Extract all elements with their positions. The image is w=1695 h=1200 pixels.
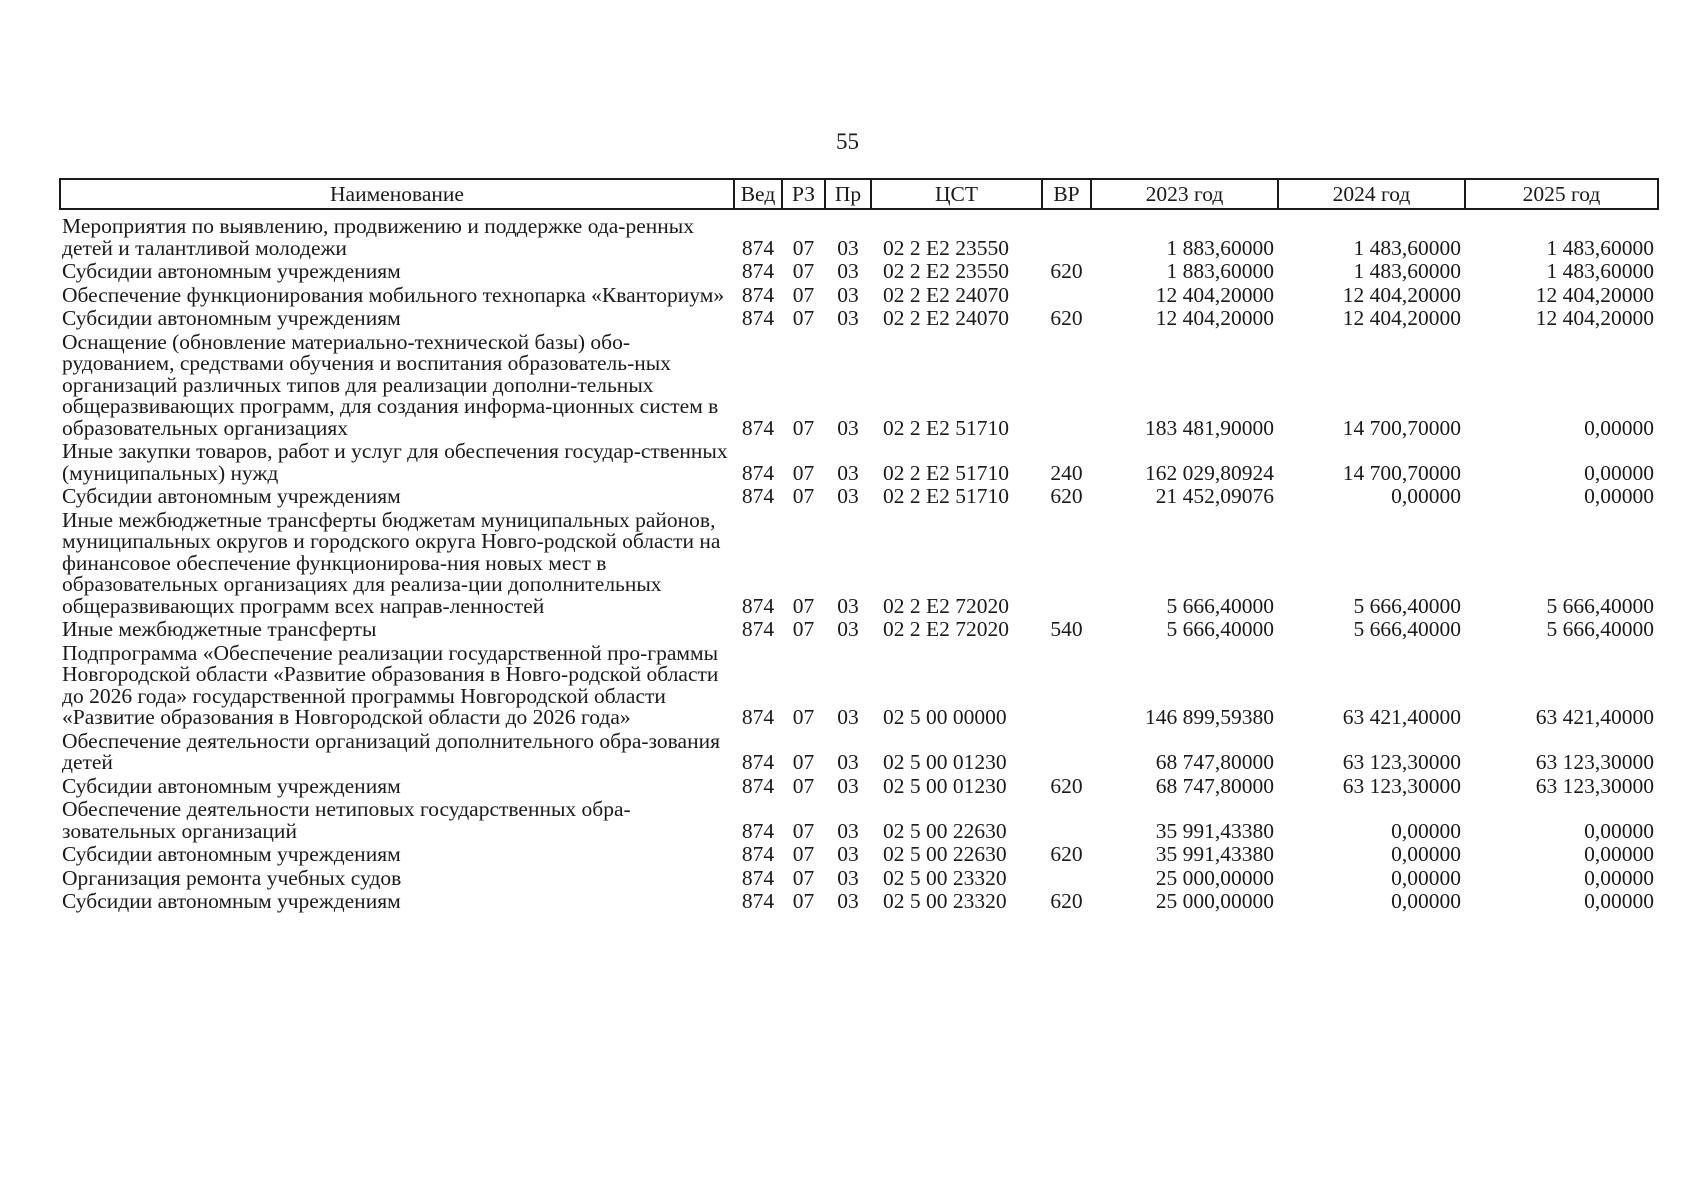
row-rz: 07 (792, 705, 815, 729)
row-name: Оснащение (обновление материально-технической базы) обо-рудованием, средствами обучения и воспитания образователь-ных организаций различных типов для реализации дополни-тельных общеразвивающих программ, для создания информа-ционных систем в образовательных организациях (62, 329, 719, 440)
row-name: Подпрограмма «Обеспечение реализации государственной про-граммы Новгородской области «Развитие образования в Новго-родской области до 2026 года» государственной программы Новгородской области «Развитие образования в Новгородской области до 2026 года» (62, 640, 719, 729)
column-header-2024: 2024 год (1278, 179, 1465, 209)
row-rz: 07 (792, 750, 815, 774)
row-pr: 03 (837, 617, 859, 641)
row-amount-2023: 68 747,80000 (1155, 750, 1274, 774)
row-cst: 02 2 E2 23550 (883, 235, 1010, 260)
row-amount-2024: 63 123,30000 (1342, 750, 1461, 774)
row-name: Организация ремонта учебных судов (62, 865, 402, 890)
row-amount-2024: 0,00000 (1391, 889, 1461, 913)
table-row (60, 209, 1658, 259)
row-pr: 03 (837, 235, 859, 260)
row-pr: 03 (837, 259, 859, 283)
row-vr (1042, 330, 1091, 440)
row-vr (1042, 209, 1091, 259)
row-amount-2025: 5 666,40000 (1546, 593, 1654, 618)
table-row (60, 330, 1658, 440)
row-rz: 07 (792, 460, 815, 485)
row-amount-2024: 0,00000 (1391, 818, 1461, 843)
row-cst: 02 5 00 23320 (883, 865, 1007, 890)
row-amount-2025: 63 123,30000 (1535, 773, 1654, 798)
row-cst: 02 2 E2 24070 (883, 282, 1010, 307)
row-ved: 874 (741, 593, 775, 618)
row-amount-2023: 12 404,20000 (1155, 306, 1274, 330)
row-pr: 03 (837, 889, 859, 913)
row-pr: 03 (837, 865, 859, 890)
row-rz: 07 (792, 259, 815, 283)
row-cst: 02 2 E2 23550 (883, 259, 1010, 283)
row-amount-2023: 25 000,00000 (1155, 865, 1274, 890)
row-ved: 874 (741, 889, 775, 913)
row-amount-2025: 0,00000 (1584, 484, 1654, 508)
row-ved: 874 (741, 306, 775, 330)
row-cst: 02 5 00 01230 (883, 773, 1007, 798)
row-name: Субсидии автономным учреждениям (62, 773, 401, 798)
table-row (60, 508, 1658, 618)
column-header-ved: Вед (734, 179, 782, 209)
row-vr (1042, 641, 1091, 729)
row-vr: 620 (1050, 484, 1083, 508)
table-row (60, 889, 1658, 913)
row-name: Субсидии автономным учреждениям (62, 306, 401, 330)
row-cst: 02 5 00 22630 (883, 818, 1007, 843)
table-row (60, 866, 1658, 890)
row-amount-2023: 35 991,43380 (1155, 842, 1274, 866)
row-pr: 03 (837, 282, 859, 307)
row-amount-2025: 12 404,20000 (1535, 306, 1654, 330)
row-ved: 874 (741, 282, 775, 307)
row-amount-2023: 12 404,20000 (1155, 282, 1274, 307)
row-amount-2025: 0,00000 (1584, 415, 1654, 440)
row-name: Мероприятия по выявлению, продвижению и поддержке ода-ренных детей и талантливой молодежи (62, 214, 694, 260)
row-pr: 03 (837, 705, 859, 729)
row-cst: 02 2 E2 51710 (883, 460, 1010, 485)
row-amount-2023: 68 747,80000 (1155, 773, 1274, 798)
row-name: Субсидии автономным учреждениям (62, 889, 401, 913)
row-amount-2024: 63 421,40000 (1342, 705, 1461, 729)
column-header-pr: Пр (825, 179, 871, 209)
column-header-2025: 2025 год (1465, 179, 1658, 209)
row-rz: 07 (792, 773, 815, 798)
row-cst: 02 2 E2 51710 (883, 415, 1010, 440)
row-cst: 02 5 00 22630 (883, 842, 1007, 866)
table-header-row (60, 179, 1658, 209)
row-cst: 02 2 E2 51710 (883, 484, 1010, 508)
row-amount-2023: 146 899,59380 (1145, 705, 1274, 729)
row-rz: 07 (792, 617, 815, 641)
row-amount-2023: 5 666,40000 (1166, 617, 1274, 641)
row-ved: 874 (741, 818, 775, 843)
row-vr: 620 (1050, 773, 1083, 798)
row-amount-2025: 63 421,40000 (1535, 705, 1654, 729)
page-number: 55 (836, 129, 859, 154)
row-name: Субсидии автономным учреждениям (62, 259, 401, 283)
row-ved: 874 (741, 750, 775, 774)
row-amount-2025: 12 404,20000 (1535, 282, 1654, 307)
budget-table (59, 178, 1659, 913)
row-amount-2025: 0,00000 (1584, 818, 1654, 843)
row-amount-2024: 5 666,40000 (1353, 593, 1461, 618)
row-rz: 07 (792, 865, 815, 890)
row-ved: 874 (741, 773, 775, 798)
row-ved: 874 (741, 705, 775, 729)
row-name: Субсидии автономным учреждениям (62, 484, 401, 508)
table-row (60, 259, 1658, 283)
row-amount-2025: 63 123,30000 (1535, 750, 1654, 774)
row-amount-2024: 14 700,70000 (1342, 460, 1461, 485)
row-cst: 02 2 E2 72020 (883, 617, 1010, 641)
row-amount-2025: 0,00000 (1584, 460, 1654, 485)
row-amount-2024: 63 123,30000 (1342, 773, 1461, 798)
row-pr: 03 (837, 750, 859, 774)
row-amount-2023: 183 481,90000 (1145, 415, 1274, 440)
row-amount-2025: 0,00000 (1584, 865, 1654, 890)
row-rz: 07 (792, 842, 815, 866)
row-vr: 620 (1050, 889, 1083, 913)
row-ved: 874 (741, 259, 775, 283)
row-pr: 03 (837, 415, 859, 440)
row-rz: 07 (792, 818, 815, 843)
table-row (60, 842, 1658, 866)
row-name: Иные закупки товаров, работ и услуг для обеспечения государ-ственных (муниципальных) нужд (62, 439, 728, 485)
row-name: Иные межбюджетные трансферты (62, 617, 377, 641)
row-amount-2024: 14 700,70000 (1342, 415, 1461, 440)
row-vr (1042, 283, 1091, 307)
row-vr: 240 (1050, 460, 1083, 485)
row-amount-2023: 1 883,60000 (1166, 259, 1274, 283)
table-row (60, 306, 1658, 330)
row-amount-2025: 0,00000 (1584, 842, 1654, 866)
row-ved: 874 (741, 842, 775, 866)
row-vr: 620 (1050, 306, 1083, 330)
table-row (60, 484, 1658, 508)
row-amount-2023: 162 029,80924 (1145, 460, 1274, 485)
row-name: Обеспечение функционирования мобильного технопарка «Кванториум» (62, 282, 725, 307)
table-row (60, 617, 1658, 641)
row-amount-2024: 0,00000 (1391, 484, 1461, 508)
row-vr: 540 (1050, 617, 1083, 641)
row-amount-2025: 5 666,40000 (1546, 617, 1654, 641)
row-ved: 874 (741, 235, 775, 260)
row-amount-2024: 1 483,60000 (1353, 259, 1461, 283)
column-header-name: Наименование (60, 179, 734, 209)
row-amount-2024: 0,00000 (1391, 842, 1461, 866)
row-rz: 07 (792, 306, 815, 330)
table-row (60, 641, 1658, 729)
row-cst: 02 5 00 23320 (883, 889, 1007, 913)
column-header-cst: ЦСТ (871, 179, 1042, 209)
row-amount-2023: 25 000,00000 (1155, 889, 1274, 913)
row-amount-2023: 21 452,09076 (1155, 484, 1274, 508)
row-vr (1042, 508, 1091, 618)
row-pr: 03 (837, 593, 859, 618)
row-name: Обеспечение деятельности организаций дополнительного обра-зования детей (62, 728, 720, 774)
row-rz: 07 (792, 415, 815, 440)
row-vr: 620 (1050, 842, 1083, 866)
row-name: Иные межбюджетные трансферты бюджетам муниципальных районов, муниципальных округов и городского округа Новго-родской области на финансовое обеспечение функционирова-ния новых мест в образовательных организациях для реализа-ции дополнительных общеразвивающих программ всех направ-ленностей (62, 507, 721, 618)
table-row (60, 283, 1658, 307)
table-row (60, 729, 1658, 774)
row-pr: 03 (837, 484, 859, 508)
row-rz: 07 (792, 593, 815, 618)
row-vr (1042, 797, 1091, 842)
row-amount-2023: 1 883,60000 (1166, 235, 1274, 260)
column-header-vr: ВР (1042, 179, 1091, 209)
row-amount-2024: 12 404,20000 (1342, 306, 1461, 330)
row-rz: 07 (792, 889, 815, 913)
row-amount-2023: 5 666,40000 (1166, 593, 1274, 618)
table-row (60, 439, 1658, 484)
row-pr: 03 (837, 818, 859, 843)
row-amount-2025: 1 483,60000 (1546, 235, 1654, 260)
table-row (60, 797, 1658, 842)
row-pr: 03 (837, 842, 859, 866)
row-pr: 03 (837, 773, 859, 798)
row-ved: 874 (741, 415, 775, 440)
row-amount-2025: 0,00000 (1584, 889, 1654, 913)
row-ved: 874 (741, 460, 775, 485)
row-amount-2025: 1 483,60000 (1546, 259, 1654, 283)
column-header-2023: 2023 год (1091, 179, 1278, 209)
row-name: Субсидии автономным учреждениям (62, 842, 401, 866)
row-rz: 07 (792, 235, 815, 260)
row-cst: 02 2 E2 72020 (883, 593, 1010, 618)
table-body (60, 209, 1658, 913)
row-pr: 03 (837, 306, 859, 330)
table-row (60, 774, 1658, 798)
row-pr: 03 (837, 460, 859, 485)
column-header-rz: РЗ (782, 179, 825, 209)
row-vr: 620 (1050, 259, 1083, 283)
row-rz: 07 (792, 282, 815, 307)
row-cst: 02 2 E2 24070 (883, 306, 1010, 330)
row-amount-2024: 5 666,40000 (1353, 617, 1461, 641)
row-amount-2024: 12 404,20000 (1342, 282, 1461, 307)
row-vr (1042, 866, 1091, 890)
row-name: Обеспечение деятельности нетиповых государственных обра-зовательных организаций (62, 797, 631, 843)
row-rz: 07 (792, 484, 815, 508)
row-amount-2024: 0,00000 (1391, 865, 1461, 890)
row-ved: 874 (741, 484, 775, 508)
row-ved: 874 (741, 617, 775, 641)
row-ved: 874 (741, 865, 775, 890)
row-amount-2023: 35 991,43380 (1155, 818, 1274, 843)
row-cst: 02 5 00 00000 (883, 705, 1007, 729)
row-cst: 02 5 00 01230 (883, 750, 1007, 774)
row-vr (1042, 729, 1091, 774)
row-amount-2024: 1 483,60000 (1353, 235, 1461, 260)
